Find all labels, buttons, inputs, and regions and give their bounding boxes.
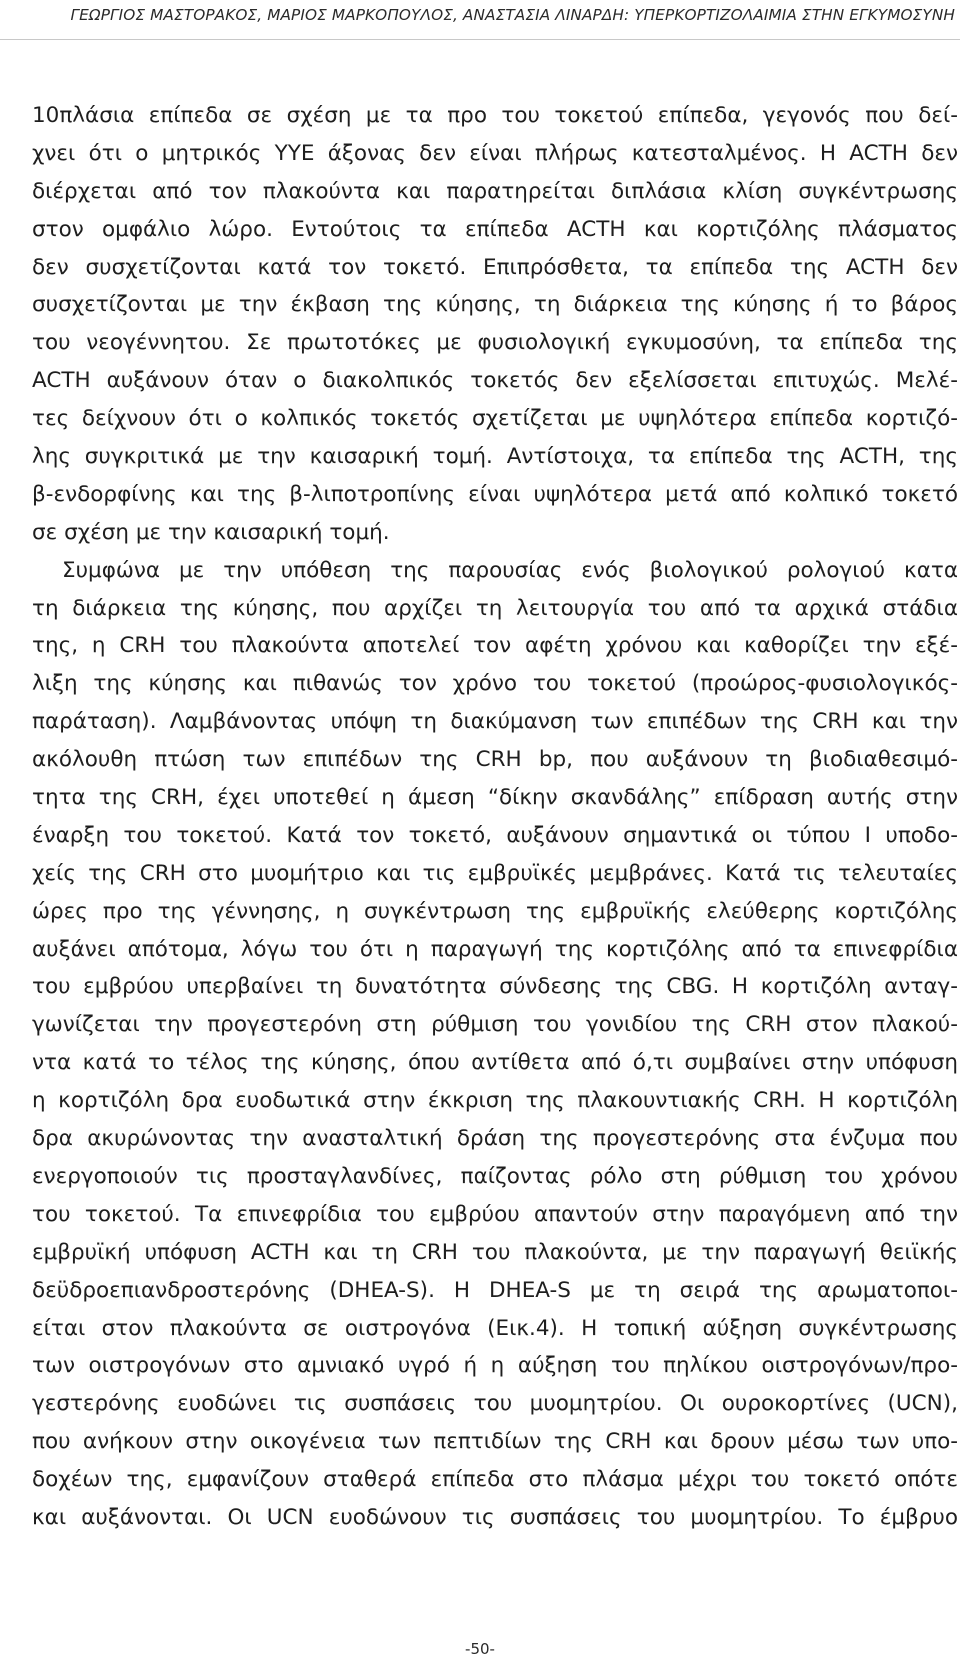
text-line: γωνίζεται την προγεστερόνη στη ρύθμιση του γονιδίου της CRH στον πλακού- <box>32 1012 958 1038</box>
text-line: δεϋδροεπιανδροστερόνης (DHEA-S). Η DHEA-S με τη σειρά της αρωματοποι- <box>32 1277 958 1303</box>
text-line: του εμβρύου υπερβαίνει τη δυνατότητα σύνδεσης της CBG. Η κορτιζόλη ανταγ- <box>32 974 958 1000</box>
text-line: έναρξη του τοκετού. Κατά τον τοκετό, αυξάνουν σημαντικά οι τύπου I υποδο- <box>32 822 958 848</box>
text-line: του τοκετού. Τα επινεφρίδια του εμβρύου απαντούν στην παραγόμενη από την <box>32 1201 958 1227</box>
text-line: ACTH αυξάνουν όταν ο διακολπικός τοκετός δεν εξελίσσεται επιτυχώς. Μελέ- <box>32 368 958 394</box>
text-line: ενεργοποιούν τις προσταγλανδίνες, παίζοντας ρόλο στη ρύθμιση του χρόνου <box>32 1163 958 1189</box>
text-line: γεστερόνης ευοδώνει τις συσπάσεις του μυομητρίου. Οι ουροκορτίνες (UCN), <box>32 1391 958 1417</box>
text-line: λιξη της κύησης και πιθανώς τον χρόνο του τοκετού (προώρος-φυσιολογικός- <box>32 671 958 697</box>
text-line: εμβρυϊκή υπόφυση ACTH και τη CRH του πλακούντα, με την παραγωγή θειϊκής <box>32 1239 958 1265</box>
header-authors-title: ΓΕΩΡΓΙΟΣ ΜΑΣΤΟΡΑΚΟΣ, ΜΑΡΙΟΣ ΜΑΡΚΟΠΟΥΛΟΣ, ΑΝΑΣΤΑΣΙΑ ΛΙΝΑΡΔΗ: ΥΠΕΡΚΟΡΤΙΖΟΛΑΙΜΙΑ ΣΤΗΝ ΕΓΚΥΜΟΣΥΝΗ <box>70 6 955 24</box>
text-line: και αυξάνονται. Οι UCN ευοδώνουν τις συσπάσεις του μυομητρίου. Το έμβρυο <box>32 1504 958 1530</box>
text-line: η κορτιζόλη δρα ευοδωτικά στην έκκριση της πλακουντιακής CRH. Η κορτιζόλη <box>32 1088 958 1114</box>
running-header <box>0 0 960 40</box>
body-text <box>32 97 958 1537</box>
text-line: αυξάνει απότομα, λόγω του ότι η παραγωγή της κορτιζόλης από τα επινεφρίδια <box>32 936 958 962</box>
page-number: -50- <box>465 1640 495 1658</box>
paragraph-1 <box>32 97 958 552</box>
text-line: παράταση). Λαμβάνοντας υπόψη τη διακύμανση των επιπέδων της CRH και την <box>32 709 958 735</box>
text-line: Συμφώνα με την υπόθεση της παρουσίας ενός βιολογικού ρολογιού κατα <box>62 557 958 583</box>
text-line: 10πλάσια επίπεδα σε σχέση με τα προ του τοκετού επίπεδα, γεγονός που δεί- <box>32 103 958 128</box>
text-line: συσχετίζονται με την έκβαση της κύησης, τη διάρκεια της κύησης ή το βάρος <box>32 292 958 318</box>
text-line: λης συγκριτικά με την καισαρική τομή. Αντίστοιχα, τα επίπεδα της ACTH, της <box>32 444 958 470</box>
text-line: χνει ότι ο μητρικός ΥΥΕ άξονας δεν είναι πλήρως κατεσταλμένος. Η ACTH δεν <box>32 140 958 166</box>
text-line: ακόλουθη πτώση των επιπέδων της CRH bp, που αυξάνουν τη βιοδιαθεσιμό- <box>32 747 958 773</box>
text-line: της, η CRH του πλακούντα αποτελεί τον αφέτη χρόνου και καθορίζει την εξέ- <box>32 633 958 659</box>
text-line: χείς της CRH στο μυομήτριο και τις εμβρυϊκές μεμβράνες. Κατά τις τελευταίες <box>32 860 958 886</box>
text-line: που ανήκουν στην οικογένεια των πεπτιδίων της CRH και δρουν μέσω των υπο- <box>32 1429 958 1455</box>
text-line: ώρες προ της γέννησης, η συγκέντρωση της εμβρυϊκής ελεύθερης κορτιζόλης <box>32 898 958 924</box>
text-line: δοχέων της, εμφανίζουν σταθερά επίπεδα στο πλάσμα μέχρι του τοκετό οπότε <box>32 1467 958 1493</box>
text-line: των οιστρογόνων στο αμνιακό υγρό ή η αύξηση του πηλίκου οιστρογόνων/προ- <box>32 1353 958 1379</box>
paragraph-2 <box>32 552 958 1537</box>
text-line: τη διάρκεια της κύησης, που αρχίζει τη λειτουργία του από τα αρχικά στάδια <box>32 595 958 621</box>
text-line: του νεογέννητου. Σε πρωτοτόκες με φυσιολογική εγκυμοσύνη, τα επίπεδα της <box>32 330 958 356</box>
text-line: στον ομφάλιο λώρο. Εντούτοις τα επίπεδα ACTH και κορτιζόλης πλάσματος <box>32 216 958 242</box>
text-line: σε σχέση με την καισαρική τομή. <box>32 519 390 545</box>
text-line: τες δείχνουν ότι ο κολπικός τοκετός σχετίζεται με υψηλότερα επίπεδα κορτιζό- <box>32 406 958 432</box>
text-line: δεν συσχετίζονται κατά τον τοκετό. Επιπρόσθετα, τα επίπεδα της ACTH δεν <box>32 254 958 280</box>
text-line: ντα κατά το τέλος της κύησης, όπου αντίθετα από ό,τι συμβαίνει στην υπόφυση <box>32 1050 958 1076</box>
text-line: δρα ακυρώνοντας την ανασταλτική δράση της προγεστερόνης στα ένζυμα που <box>32 1126 958 1152</box>
text-line: τητα της CRH, έχει υποτεθεί η άμεση “δίκην σκανδάλης” επίδραση αυτής στην <box>32 785 958 811</box>
text-line: είται στον πλακούντα σε οιστρογόνα (Εικ.4). Η τοπική αύξηση συγκέντρωσης <box>32 1315 958 1341</box>
text-line: διέρχεται από τον πλακούντα και παρατηρείται διπλάσια κλίση συγκέντρωσης <box>32 178 958 204</box>
text-line: β-ενδορφίνης και της β-λιποτροπίνης είναι υψηλότερα μετά από κολπικό τοκετό <box>32 481 958 507</box>
